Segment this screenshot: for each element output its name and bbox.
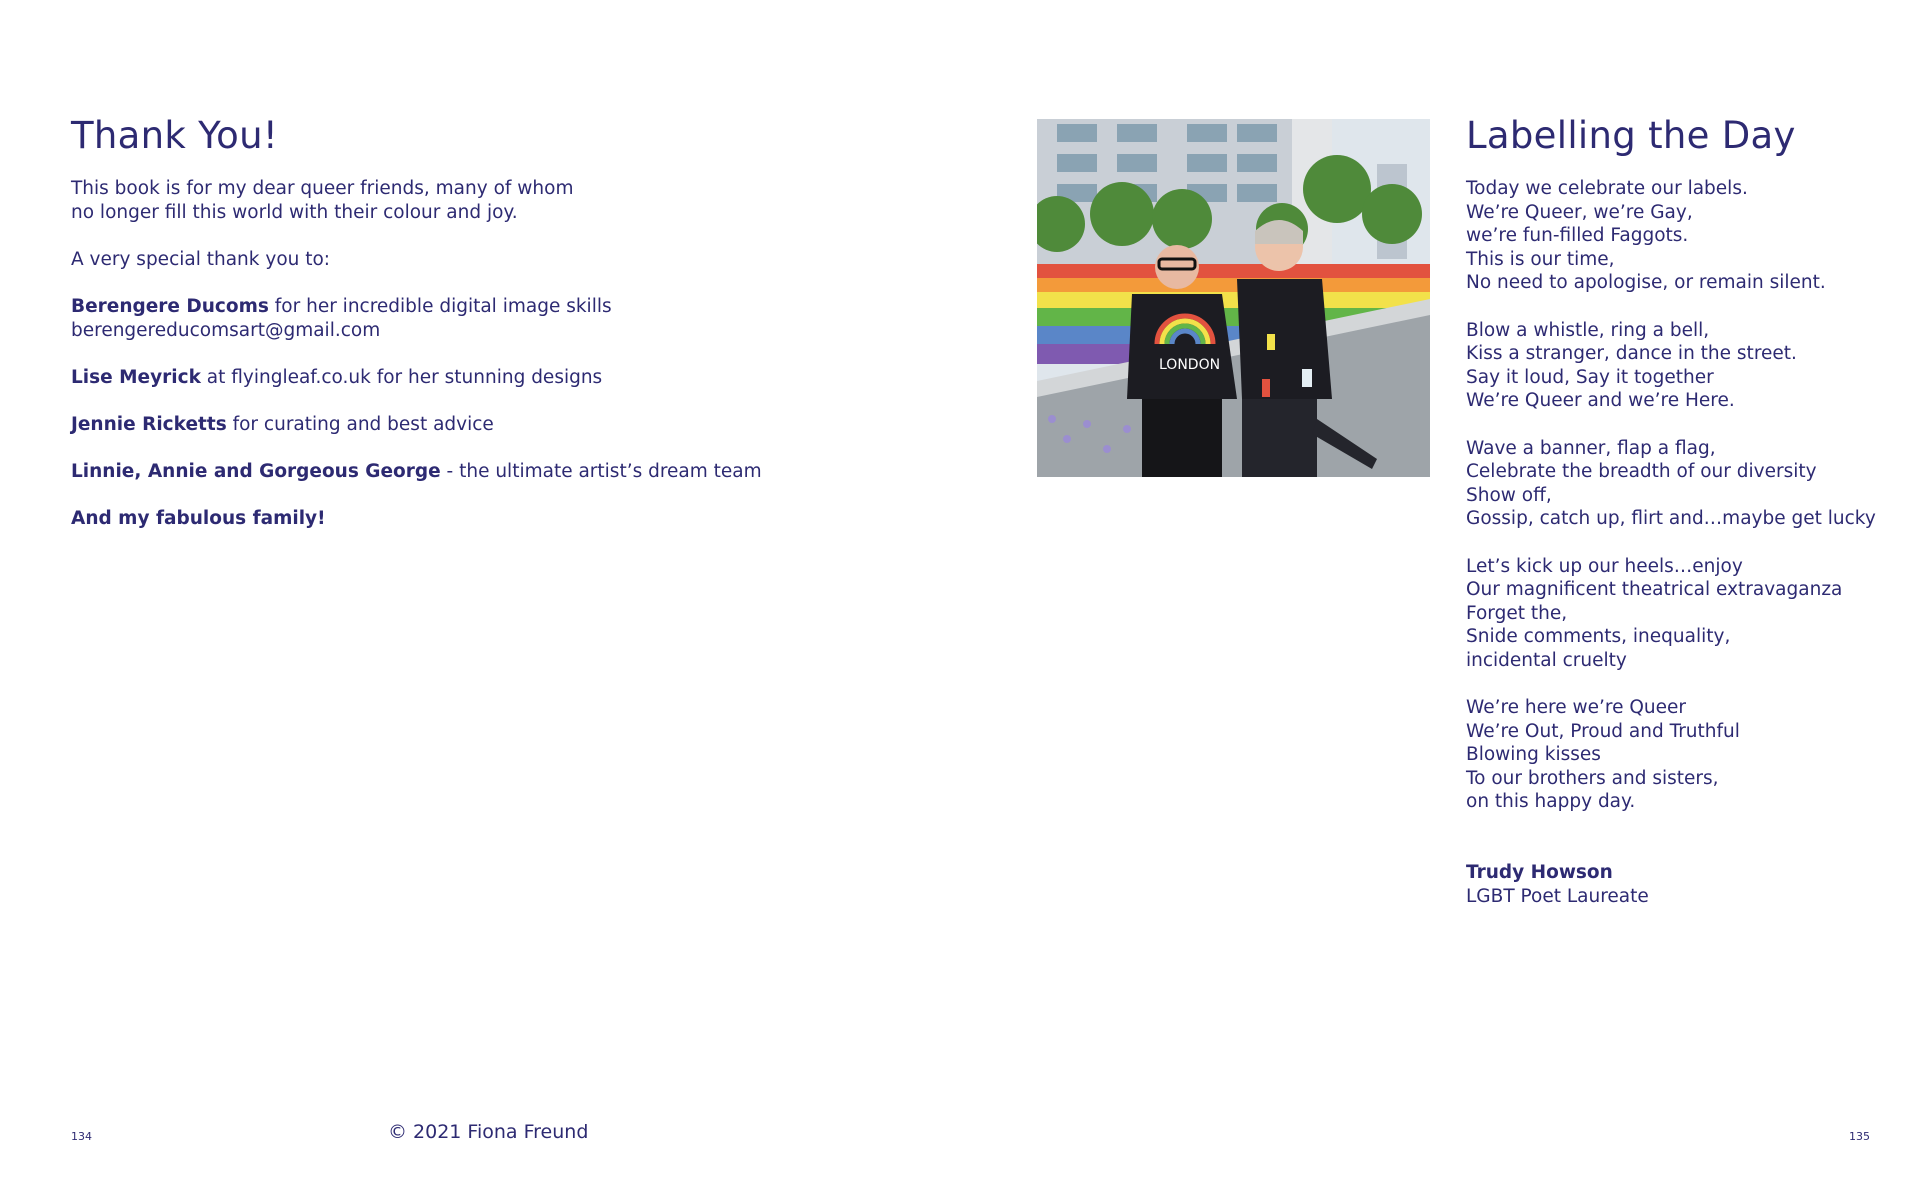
right-page <box>960 0 1920 1200</box>
poem-line: Today we celebrate our labels. <box>1466 178 1748 199</box>
credit-entry <box>71 460 762 484</box>
credit-email: berengereducomsart@gmail.com <box>71 319 381 341</box>
poem-line: Snide comments, inequality, <box>1466 626 1731 648</box>
poem-text <box>1466 177 1876 908</box>
poem-line: Forget the, <box>1466 602 1568 624</box>
poem-line: We’re Out, Proud and Truthful <box>1466 720 1740 742</box>
page-number-right: 135 <box>1849 1130 1870 1143</box>
copyright-notice: © 2021 Fiona Freund <box>388 1121 589 1143</box>
poem-line: Kiss a stranger, dance in the street. <box>1466 343 1797 365</box>
poem-line: To our brothers and sisters, <box>1466 767 1719 789</box>
poem-line: This is our time, <box>1466 248 1615 270</box>
credit-name: Linnie, Annie and Gorgeous George <box>71 461 441 483</box>
poem-stanza <box>1466 177 1876 295</box>
poem-line: Wave a banner, flap a flag, <box>1466 437 1716 459</box>
poem-line: We’re Queer, we’re Gay, <box>1466 201 1693 223</box>
poem-line: Gossip, catch up, flirt and…maybe get lucky <box>1466 508 1876 530</box>
poem-line: on this happy day. <box>1466 791 1636 813</box>
credit-text: at flyingleaf.co.uk for her stunning designs <box>200 366 603 388</box>
poem-line: Our magnificent theatrical extravaganza <box>1466 579 1843 601</box>
poem-line: Blow a whistle, ring a bell, <box>1466 319 1710 341</box>
thank-you-text <box>71 177 762 555</box>
intro-line: This book is for my dear queer friends, many of whom <box>71 178 574 199</box>
thank-you-title: Thank You! <box>71 114 278 157</box>
shirt-text: LONDON <box>1159 357 1221 373</box>
credit-entry <box>71 413 762 437</box>
poem-stanza <box>1466 555 1876 673</box>
credit-entry <box>71 295 762 342</box>
closing-text: And my fabulous family! <box>71 508 326 530</box>
poem-line: we’re fun-filled Faggots. <box>1466 225 1689 247</box>
intro-line: no longer fill this world with their colour and joy. <box>71 201 518 223</box>
poem-stanza <box>1466 319 1876 413</box>
pride-photo <box>1037 119 1430 477</box>
poem-line: Show off, <box>1466 484 1552 506</box>
author-title: LGBT Poet Laureate <box>1466 885 1649 907</box>
credit-entry <box>71 366 762 390</box>
poem-line: Say it loud, Say it together <box>1466 366 1714 388</box>
credit-name: Jennie Ricketts <box>71 413 227 435</box>
poem-line: Blowing kisses <box>1466 744 1601 766</box>
poem-line: incidental cruelty <box>1466 649 1627 671</box>
credit-text: for curating and best advice <box>226 413 494 435</box>
credit-text: for her incredible digital image skills <box>268 295 612 317</box>
author-name: Trudy Howson <box>1466 862 1613 884</box>
poem-stanza <box>1466 696 1876 814</box>
poem-line: No need to apologise, or remain silent. <box>1466 272 1826 294</box>
poem-line: We’re here we’re Queer <box>1466 697 1687 719</box>
credit-name: Lise Meyrick <box>71 366 201 388</box>
page-number-left: 134 <box>71 1130 92 1143</box>
poem-stanza <box>1466 437 1876 531</box>
poem-line: We’re Queer and we’re Here. <box>1466 390 1735 412</box>
special-thanks: A very special thank you to: <box>71 248 331 270</box>
credit-name: Berengere Ducoms <box>71 295 269 317</box>
poem-title: Labelling the Day <box>1466 114 1796 157</box>
poem-signature <box>1466 861 1876 908</box>
poem-line: Celebrate the breadth of our diversity <box>1466 461 1817 483</box>
poem-line: Let’s kick up our heels…enjoy <box>1466 555 1743 577</box>
intro-paragraph <box>71 177 762 224</box>
closing-line <box>71 507 762 531</box>
credit-text: - the ultimate artist’s dream team <box>440 461 762 483</box>
pride-photo-illustration <box>1037 119 1430 477</box>
